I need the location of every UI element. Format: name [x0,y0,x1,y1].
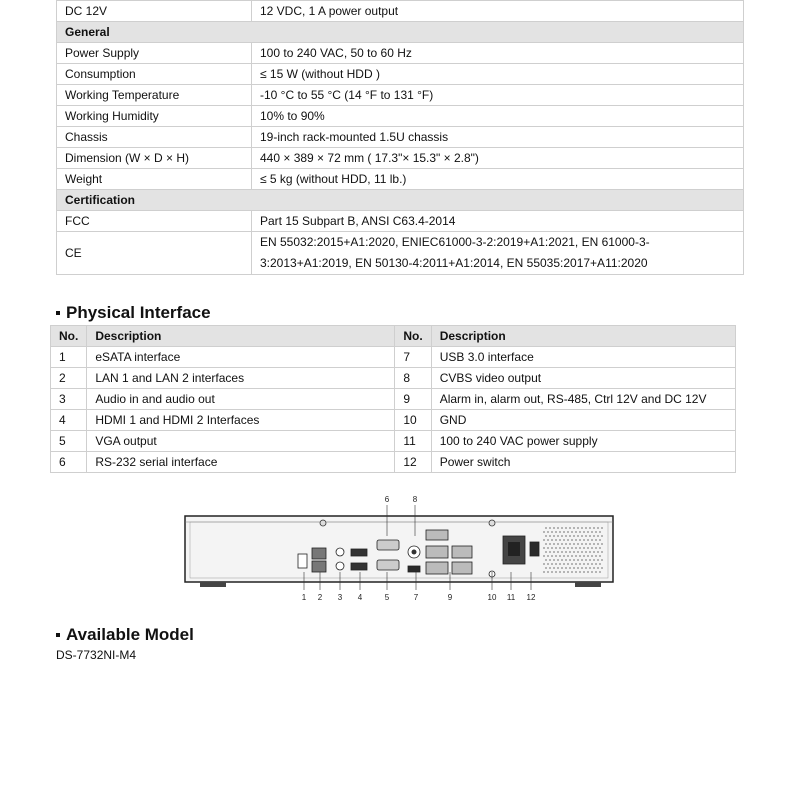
spec-label: Weight [57,169,252,190]
hdmi-port-2 [351,563,367,570]
interface-number: 10 [395,410,431,431]
lan-port-1 [312,548,326,559]
interface-description: CVBS video output [431,368,735,389]
spec-value: Part 15 Subpart B, ANSI C63.4-2014 [252,211,744,232]
spec-label: Consumption [57,64,252,85]
spec-row [57,232,744,275]
interface-description: eSATA interface [87,347,395,368]
spec-value: 440 × 389 × 72 mm ( 17.3"× 15.3" × 2.8") [252,148,744,169]
vga-port [377,560,399,570]
foot-left [200,582,226,587]
callout-label: 12 [526,593,536,602]
spec-row [57,43,744,64]
rear-panel-diagram [180,492,620,604]
interface-number: 4 [51,410,87,431]
physical-interface-heading [56,303,211,323]
callout-label: 8 [412,495,418,504]
table-row [51,431,736,452]
spec-label: Dimension (W × D × H) [57,148,252,169]
hdmi-port-1 [351,549,367,556]
callout-label: 2 [317,593,323,602]
spec-row [57,106,744,127]
interface-number: 9 [395,389,431,410]
spec-row [57,148,744,169]
spec-row [57,211,744,232]
audio-out-port [336,562,344,570]
bullet-icon [56,311,60,315]
header-no-2: No. [395,326,431,347]
spec-row [57,127,744,148]
usb3-port [408,566,420,572]
audio-in-port [336,548,344,556]
spec-section-row [57,22,744,43]
callout-label: 11 [506,593,516,602]
table-row [51,389,736,410]
screw-icon [489,520,495,526]
interface-number: 5 [51,431,87,452]
spec-value: EN 55032:2015+A1:2020, ENIEC61000-3-2:2019+A1:2021, EN 61000-3-3:2013+A1:2019, EN 50130-4:2011+A1:2014, EN 55035:2017+A11:2020 [252,232,744,275]
interface-number: 3 [51,389,87,410]
interface-number: 7 [395,347,431,368]
interface-number: 1 [51,347,87,368]
spec-row [57,64,744,85]
model-number: DS-7732NI-M4 [56,648,137,662]
interface-description: HDMI 1 and HDMI 2 Interfaces [87,410,395,431]
terminal-block [426,546,448,558]
interface-number: 12 [395,452,431,473]
table-row [51,410,736,431]
terminal-block [452,546,472,558]
bullet-icon [56,633,60,637]
spec-value: 12 VDC, 1 A power output [252,1,744,22]
spec-label: Working Humidity [57,106,252,127]
spec-label: Working Temperature [57,85,252,106]
interface-description: Alarm in, alarm out, RS-485, Ctrl 12V and DC 12V [431,389,735,410]
spec-row [57,85,744,106]
esata-port [298,554,307,568]
callout-label: 3 [337,593,343,602]
callout-label: 7 [413,593,419,602]
header-no-1: No. [51,326,87,347]
spec-row [57,1,744,22]
callout-label: 5 [384,593,390,602]
screw-icon [320,520,326,526]
interface-number: 8 [395,368,431,389]
interface-description: Power switch [431,452,735,473]
callout-label: 6 [384,495,390,504]
spec-label: Chassis [57,127,252,148]
interface-description: VGA output [87,431,395,452]
table-row [51,452,736,473]
table-row [51,347,736,368]
interface-number: 2 [51,368,87,389]
interface-description: Audio in and audio out [87,389,395,410]
interface-description: 100 to 240 VAC power supply [431,431,735,452]
spec-value: -10 °C to 55 °C (14 °F to 131 °F) [252,85,744,106]
spec-value: ≤ 5 kg (without HDD, 11 lb.) [252,169,744,190]
spec-section-row [57,190,744,211]
interface-description: RS-232 serial interface [87,452,395,473]
terminal-block [426,530,448,540]
spec-label: DC 12V [57,1,252,22]
interface-number: 6 [51,452,87,473]
available-model-heading [56,625,194,645]
available-model-title: Available Model [66,625,194,644]
spec-section-label: Certification [57,190,744,211]
spec-row [57,169,744,190]
callout-label: 4 [357,593,363,602]
lan-port-2 [312,561,326,572]
spec-table [56,0,744,275]
terminal-block [452,562,472,574]
interface-number: 11 [395,431,431,452]
interface-description: USB 3.0 interface [431,347,735,368]
callout-label: 9 [447,593,453,602]
physical-interface-title: Physical Interface [66,303,211,322]
callout-label: 1 [301,593,307,602]
table-row [51,368,736,389]
rs232-port [377,540,399,550]
header-description-1: Description [87,326,395,347]
table-header-row [51,326,736,347]
interface-description: GND [431,410,735,431]
spec-label: CE [57,232,252,275]
interface-description: LAN 1 and LAN 2 interfaces [87,368,395,389]
spec-section-label: General [57,22,744,43]
physical-interface-table [50,325,736,473]
power-switch [530,542,539,556]
spec-value: 10% to 90% [252,106,744,127]
spec-label: Power Supply [57,43,252,64]
header-description-2: Description [431,326,735,347]
spec-value: 19-inch rack-mounted 1.5U chassis [252,127,744,148]
spec-value: ≤ 15 W (without HDD ) [252,64,744,85]
callout-label: 10 [487,593,497,602]
foot-right [575,582,601,587]
terminal-block [426,562,448,574]
spec-value: 100 to 240 VAC, 50 to 60 Hz [252,43,744,64]
spec-label: FCC [57,211,252,232]
